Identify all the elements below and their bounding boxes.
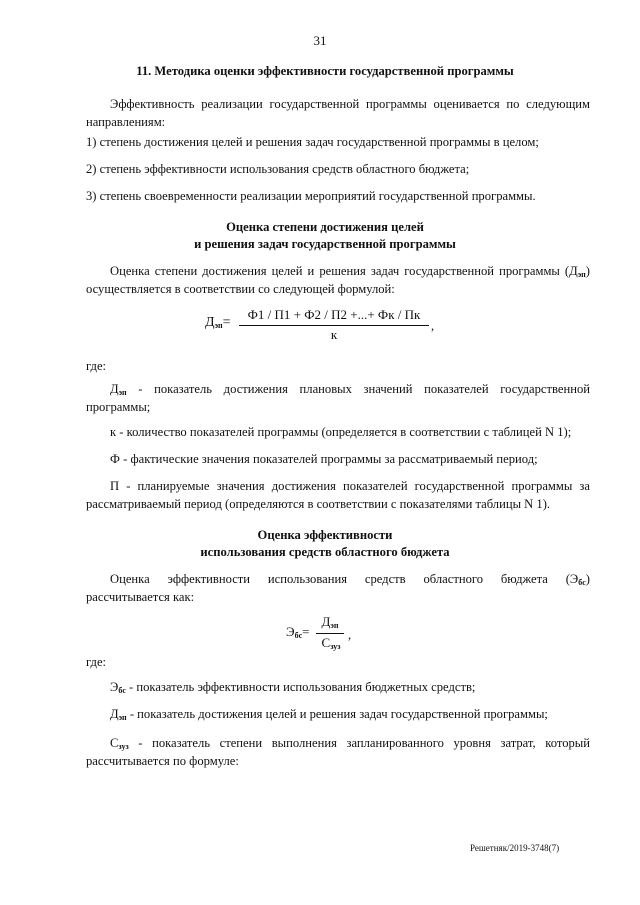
formula-numerator: Ф1 / П1 + Ф2 / П2 +...+ Фк / Пк (247, 307, 421, 322)
formula-denominator: к (330, 327, 338, 342)
intro-line-2: направлениям: (86, 115, 166, 129)
subsection2-title-line-2: использования средств областного бюджета (200, 545, 450, 559)
def-dep-line-1: $Д_{эп}$ - показатель достижения плановых значений показателей государственной (110, 382, 590, 397)
footer-ref: Решетняк/2019-3748(7) (470, 843, 560, 853)
def-p-line-2: рассматриваемый период (определяются в соответствии с показателями таблицы N 1). (86, 497, 551, 511)
def-czuz-line-1: $С_{зуз}$ - показатель степени выполнения запланированного уровня затрат, который (110, 736, 590, 751)
direction-item-3: 3) степень своевременности реализации мероприятий государственной программы. (86, 189, 536, 203)
page-number: 31 (313, 33, 327, 48)
formula-lhs: $Д_{эп}=$ (205, 315, 231, 330)
formula2-numerator: $Д_{эп}$ (321, 614, 339, 630)
subsection1-para-line-1: Оценка степени достижения целей и решения задач государственной программы $(Д_{эп})$ (110, 264, 590, 279)
section-title: 11. Методика оценки эффективности государственной программы (136, 64, 514, 78)
formula2-denominator: $С_{зуз}$ (321, 635, 341, 651)
def-dep-2: $Д_{эп}$ - показатель достижения целей и решения задач государственной программы; (110, 707, 548, 722)
where-label-2: где: (86, 655, 107, 669)
def-k: к - количество показателей программы (определяется в соответствии с таблицей N 1); (110, 425, 572, 439)
subsection2-title-line-1: Оценка эффективности (257, 528, 393, 542)
where-label-1: где: (86, 359, 107, 373)
def-p-line-1: П - планируемые значения достижения показателей государственной программы за (110, 479, 590, 493)
formula2-lhs: $Э_{бс}=$ (286, 624, 310, 640)
subsection1-title-line-1: Оценка степени достижения целей (226, 220, 424, 234)
direction-item-1: 1) степень достижения целей и решения задач государственной программы в целом; (86, 135, 539, 149)
def-f: Ф - фактические значения показателей программы за рассматриваемый период; (110, 452, 538, 466)
def-czuz-line-2: рассчитывается по формуле: (86, 754, 239, 768)
formula2-trailing: , (348, 628, 352, 642)
def-ebs: $Э_{бс}$ - показатель эффективности использования бюджетных средств; (110, 680, 476, 695)
subsection1-title-line-2: и решения задач государственной программы (194, 237, 456, 251)
formula-dep (205, 305, 445, 345)
subsection1-para-line-2: осуществляется в соответствии со следующей формулой: (86, 282, 395, 296)
direction-item-2: 2) степень эффективности использования средств областного бюджета; (86, 162, 470, 176)
formula-ebs (286, 612, 366, 654)
formula-trailing: , (431, 319, 435, 333)
def-dep-line-2: программы; (86, 400, 151, 414)
subsection2-para-line-2: рассчитывается как: (86, 590, 195, 604)
subsection2-para-line-1: Оценка эффективности использования средств областного бюджета $(Э_{бс})$ (110, 572, 590, 587)
intro-line-1: Эффективность реализации государственной программы оценивается по следующим (110, 97, 590, 111)
